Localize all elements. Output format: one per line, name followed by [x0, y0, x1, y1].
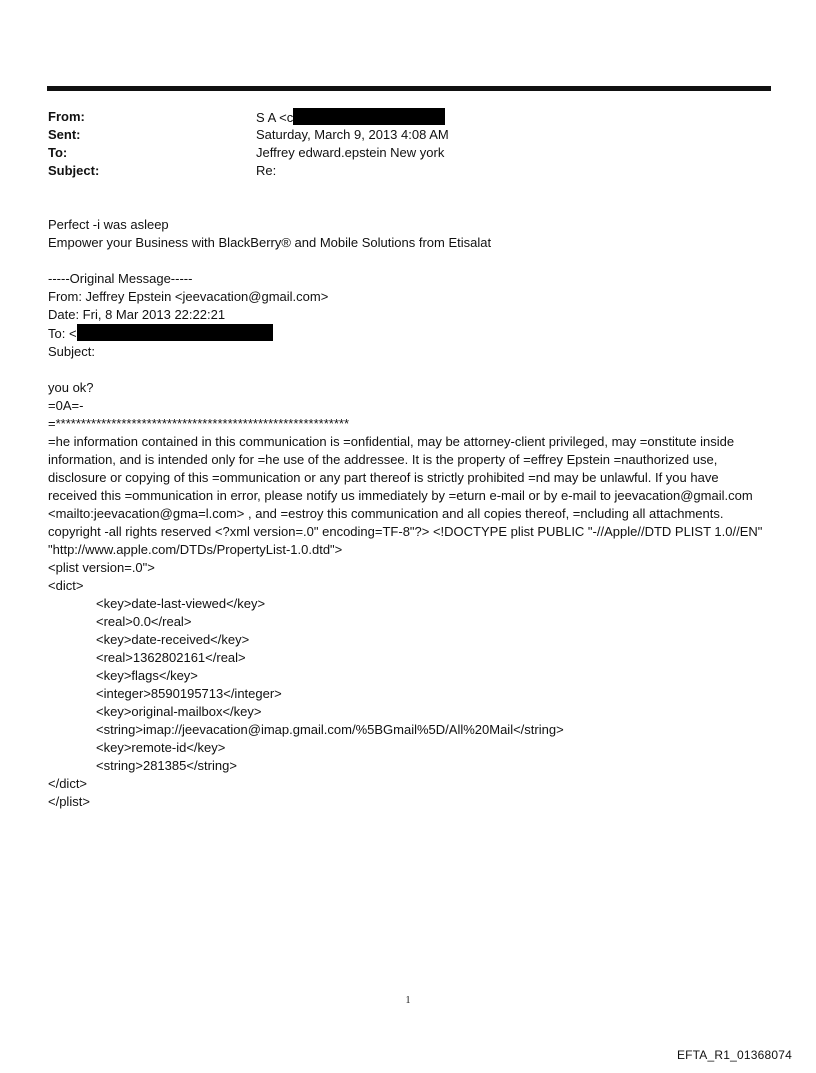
blank-line: [48, 252, 770, 270]
bates-number: EFTA_R1_01368074: [676, 1048, 792, 1062]
plist-entry: <key>date-last-viewed</key>: [96, 596, 266, 611]
original-from: From: Jeffrey Epstein <jeevacation@gmail.com>: [48, 289, 329, 304]
plist-close: </plist>: [48, 794, 90, 809]
original-subject: Subject:: [48, 344, 95, 359]
reply-line-1: Perfect -i was asleep: [48, 217, 169, 232]
message-line-3: =**********************************************************: [48, 416, 350, 431]
redaction-block: [293, 108, 445, 125]
plist-entry: <real>1362802161</real>: [96, 650, 246, 665]
message-line-1: you ok?: [48, 380, 94, 395]
to-value: Jeffrey edward.epstein New york: [256, 145, 445, 160]
reply-line-2: Empower your Business with BlackBerry® and Mobile Solutions from Etisalat: [48, 235, 492, 250]
plist-entry: <string>281385</string>: [96, 758, 237, 773]
blank-line: [48, 361, 770, 379]
from-value: [256, 108, 445, 127]
from-label: From:: [48, 109, 85, 124]
sent-label: Sent:: [48, 127, 81, 142]
plist-entry: <key>original-mailbox</key>: [96, 704, 262, 719]
plist-open: <plist version=.0">: [48, 560, 155, 575]
dict-close: </dict>: [48, 776, 88, 791]
plist-entry: <key>flags</key>: [96, 668, 198, 683]
plist-entry: <string>imap://jeevacation@imap.gmail.com/%5BGmail%5D/All%20Mail</string>: [96, 722, 564, 737]
original-date: Date: Fri, 8 Mar 2013 22:22:21: [48, 307, 226, 322]
original-divider: -----Original Message-----: [48, 271, 193, 286]
disclaimer-paragraph: =he information contained in this communication is =onfidential, may be attorney-client privileged, may =onstitute inside information, and is intended only for =he use of the addressee. It is the property of =effrey Epstein =nauthorized use, disclosure or copying of this =ommunication or any part thereof is strictly prohibited =nd may be unlawful. If you have received this =ommunication in error, please notify us immediately by =eturn e-mail or by e-mail to jeevacation@gmail.com <mailto:jeevacation@gma=l.com> , and =estroy this communication and all copies thereof, =ncluding all attachments. copyright -all rights reserved <?xml version=.0" encoding=TF-8"?> <!DOCTYPE plist PUBLIC "-//Apple//DTD PLIST 1.0//EN" "http://www.apple.com/DTDs/PropertyList-1.0.dtd">: [48, 434, 766, 557]
header-rule: [47, 86, 771, 91]
to-label: To:: [48, 145, 68, 160]
plist-entry: <real>0.0</real>: [96, 614, 192, 629]
sent-value: Saturday, March 9, 2013 4:08 AM: [256, 127, 449, 142]
message-line-2: =0A=-: [48, 398, 84, 413]
subject-value: Re:: [256, 163, 277, 178]
dict-open: <dict>: [48, 578, 84, 593]
original-to-text: To: <: [48, 326, 77, 341]
redaction-block: [77, 324, 273, 341]
plist-entry: <integer>8590195713</integer>: [96, 686, 282, 701]
plist-entry: <key>date-received</key>: [96, 632, 250, 647]
page-number: 1: [405, 995, 411, 1006]
original-to: [48, 324, 770, 343]
from-value-text: S A <c: [256, 110, 294, 125]
email-body: [48, 216, 770, 811]
plist-entry: <key>remote-id</key>: [96, 740, 226, 755]
subject-label: Subject:: [48, 163, 100, 178]
